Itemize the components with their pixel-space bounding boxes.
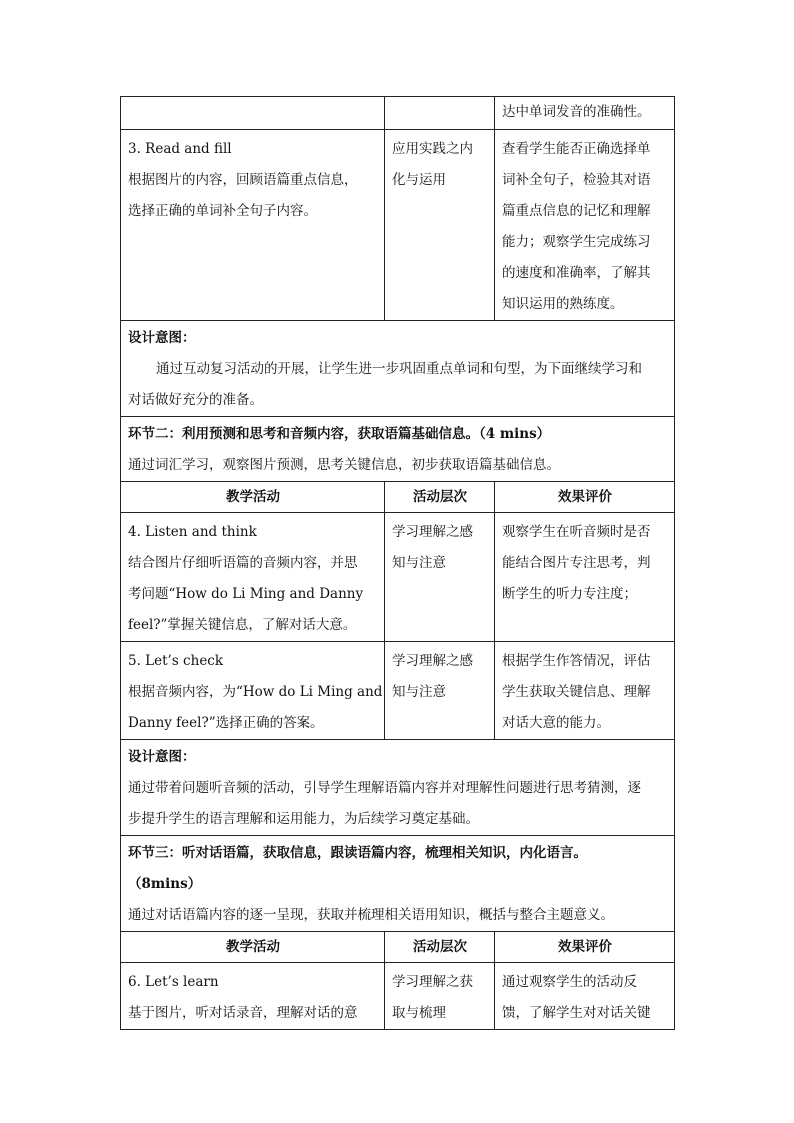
cell-evaluation (495, 97, 675, 130)
text-line: 结合图片仔细听语篇的音频内容，并思 (128, 555, 358, 571)
table-row (121, 97, 675, 130)
text-line: 考问题“How do Li Ming and Danny (128, 586, 364, 602)
text-line: 根据学生作答情况，评估 (502, 653, 651, 669)
text-line: 知识运用的熟练度。 (502, 296, 624, 312)
cell-activity (121, 130, 385, 321)
column-header-level: 活动层次 (385, 932, 495, 963)
text-line: 断学生的听力专注度； (502, 586, 637, 602)
design-intent-row (121, 740, 675, 836)
text-line: 通过观察学生的活动反 (502, 974, 637, 990)
text-line: 根据音频内容，为“How do Li Ming and (128, 684, 383, 700)
column-header-level: 活动层次 (385, 482, 495, 513)
cell-level (385, 963, 495, 1030)
cell-activity (121, 963, 385, 1030)
text-line: 词补全句子，检验其对语 (502, 172, 651, 188)
text-line: 观察学生在听音频时是否 (502, 524, 651, 540)
section-title-duration: （8mins） (128, 876, 202, 892)
column-header-row (121, 482, 675, 513)
section-header-row (121, 417, 675, 482)
section-title: 环节三：听对话语篇，获取信息，跟读语篇内容，梳理相关知识，内化语言。 (128, 845, 587, 861)
cell-level (385, 130, 495, 321)
text-line: 篇重点信息的记忆和理解 (502, 203, 651, 219)
design-intent-cell (121, 740, 675, 836)
cell-evaluation (495, 513, 675, 642)
table-row (121, 642, 675, 740)
section-description: 通过对话语篇内容的逐一呈现，获取并梳理相关语用知识，概括与整合主题意义。 (128, 907, 614, 923)
cell-evaluation (495, 642, 675, 740)
cell-activity (121, 642, 385, 740)
design-intent-cell (121, 321, 675, 417)
text-line: 通过互动复习活动的开展，让学生进一步巩固重点单词和句型，为下面继续学习和 (156, 361, 642, 377)
section-header-cell (121, 836, 675, 932)
design-intent-label: 设计意图： (128, 749, 196, 765)
activity-title: 5. Let’s check (128, 653, 224, 669)
text-line: 对话做好充分的准备。 (128, 392, 263, 408)
activity-title: 3. Read and fill (128, 141, 232, 157)
text-line: Danny feel?”选择正确的答案。 (128, 715, 324, 731)
table-row (121, 130, 675, 321)
text-line: 根据图片的内容，回顾语篇重点信息， (128, 172, 358, 188)
text-line: 步提升学生的语言理解和运用能力，为后续学习奠定基础。 (128, 811, 479, 827)
text-line: 选择正确的单词补全句子内容。 (128, 203, 317, 219)
text-line: 取与梳理 (392, 1005, 446, 1021)
activity-title: 4. Listen and think (128, 524, 257, 540)
cell-level (385, 513, 495, 642)
cell-evaluation (495, 130, 675, 321)
text-line: 学习理解之感 (392, 653, 473, 669)
section-title: 环节二：利用预测和思考和音频内容，获取语篇基础信息。（4 mins） (128, 426, 551, 442)
text-line: 通过带着问题听音频的活动，引导学生理解语篇内容并对理解性问题进行思考猜测，逐 (128, 780, 641, 796)
text-line: 学习理解之获 (392, 974, 473, 990)
section-description: 通过词汇学习，观察图片预测，思考关键信息，初步获取语篇基础信息。 (128, 457, 560, 473)
cell-activity (121, 97, 385, 130)
section-header-row (121, 836, 675, 932)
cell-evaluation (495, 963, 675, 1030)
text-line: 学习理解之感 (392, 524, 473, 540)
column-header-evaluation: 效果评价 (495, 932, 675, 963)
column-header-evaluation: 效果评价 (495, 482, 675, 513)
lesson-plan-table (120, 96, 675, 1030)
table-row (121, 513, 675, 642)
text-line: 的速度和准确率，了解其 (502, 265, 651, 281)
text-line: 应用实践之内 (392, 141, 473, 157)
text-line: 化与运用 (392, 172, 446, 188)
activity-title: 6. Let’s learn (128, 974, 219, 990)
cell-level (385, 97, 495, 130)
text-line: 馈，了解学生对对话关键 (502, 1005, 651, 1021)
text-line: 基于图片，听对话录音，理解对话的意 (128, 1005, 358, 1021)
text-line: 能力；观察学生完成练习 (502, 234, 651, 250)
cell-level (385, 642, 495, 740)
text-line: 知与注意 (392, 684, 446, 700)
text-line: 查看学生能否正确选择单 (502, 141, 651, 157)
text-line: 达中单词发音的准确性。 (502, 104, 651, 120)
text-line: 能结合图片专注思考，判 (502, 555, 651, 571)
column-header-activity: 教学活动 (121, 482, 385, 513)
text-line: 学生获取关键信息、理解 (502, 684, 651, 700)
column-header-row (121, 932, 675, 963)
text-line: feel?”掌握关键信息，了解对话大意。 (128, 617, 357, 633)
design-intent-row (121, 321, 675, 417)
text-line: 知与注意 (392, 555, 446, 571)
cell-activity (121, 513, 385, 642)
column-header-activity: 教学活动 (121, 932, 385, 963)
table-row (121, 963, 675, 1030)
section-header-cell (121, 417, 675, 482)
text-line: 对话大意的能力。 (502, 715, 610, 731)
design-intent-label: 设计意图： (128, 330, 196, 346)
